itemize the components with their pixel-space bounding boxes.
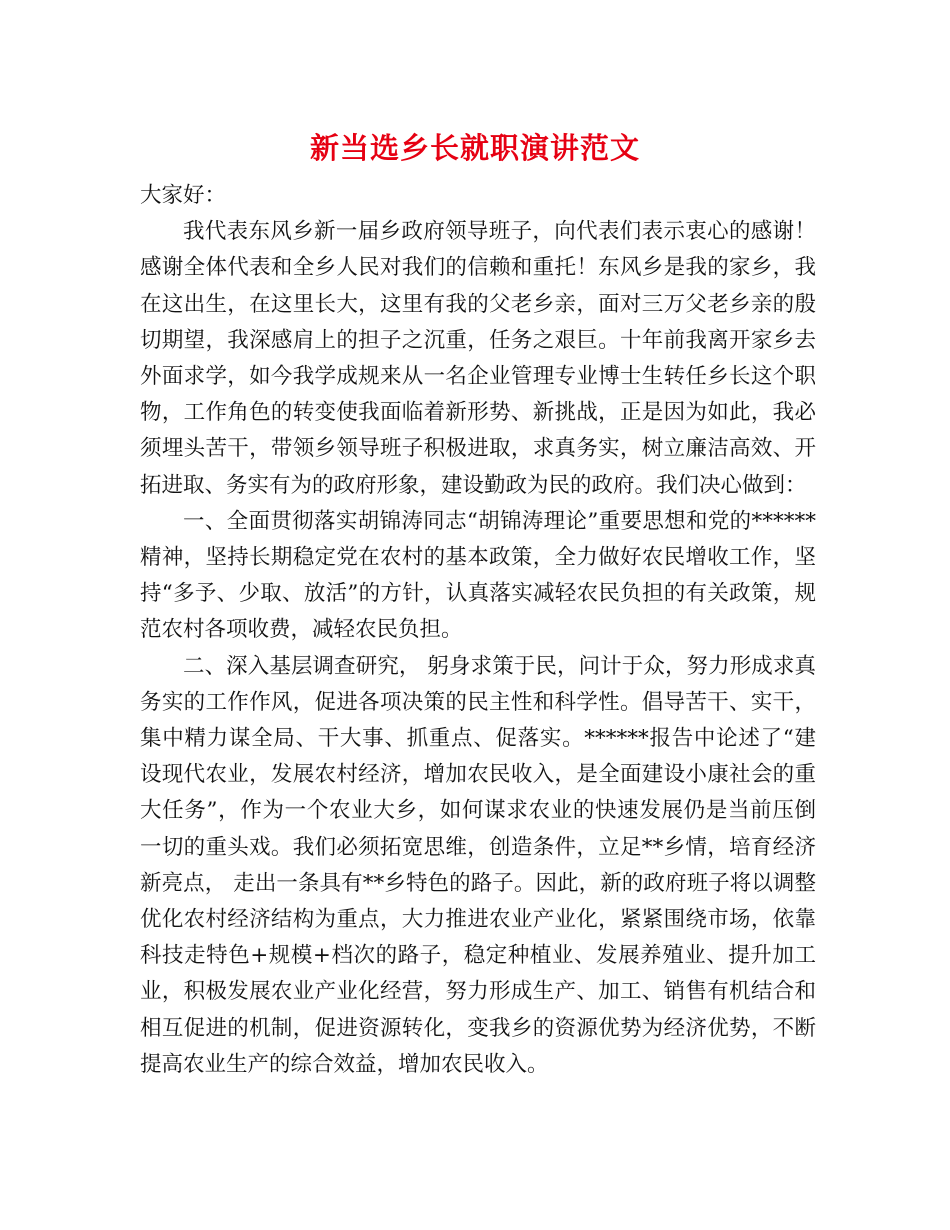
paragraph-point-two: 二、深入基层调查研究， 躬身求策于民，问计于众，努力形成求真务实的工作作风，促进各项决策的民主性和科学性。倡导苦干、实干，集中精力谋全局、干大事、抓重点、促落实。******报告中论述了“建设现代农业，发展农村经济，增加农民收入，是全面建设小康社会的重大任务”，作为一个农业大乡，如何谋求农业的快速发展仍是当前压倒一切的重头戏。我们必须拓宽思维，创造条件，立足**乡情，培育经济新亮点， 走出一条具有**乡特色的路子。因此，新的政府班子将以调整优化农村经济结构为重点，大力推进农业产业化，紧紧围绕市场，依靠科技走特色+规模+档次的路子，稳定种植业、发展养殖业、提升加工业，积极发展农业产业化经营，努力形成生产、加工、销售有机结合和相互促进的机制，促进资源转化，变我乡的资源优势为经济优势，不断提高农业生产的综合效益，增加农民收入。	[140, 653, 816, 1077]
greeting: 大家好：	[140, 183, 227, 208]
paragraph-intro: 我代表东风乡新一届乡政府领导班子，向代表们表示衷心的感谢！感谢全体代表和全乡人民对我们的信赖和重托！东风乡是我的家乡，我在这出生，在这里长大，这里有我的父老乡亲，面对三万父老乡亲的殷切期望，我深感肩上的担子之沉重，任务之艰巨。十年前我离开家乡去外面求学，如今我学成规来从一名企业管理专业博士生转任乡长这个职物，工作角色的转变使我面临着新形势、新挑战，正是因为如此，我必须埋头苦干，带领乡领导班子积极进取，求真务实，树立廉洁高效、开拓进取、务实有为的政府形象，建设勤政为民的政府。我们决心做到：	[140, 219, 816, 498]
document-title: 新当选乡长就职演讲范文	[309, 131, 640, 165]
paragraph-point-one: 一、全面贯彻落实胡锦涛同志“胡锦涛理论”重要思想和党的******精神，坚持长期稳定党在农村的基本政策，全力做好农民增收工作，坚持“多予、少取、放活”的方针，认真落实减轻农民负担的有关政策，规范农村各项收费，减轻农民负担。	[140, 508, 816, 643]
document-body	[140, 178, 816, 1083]
